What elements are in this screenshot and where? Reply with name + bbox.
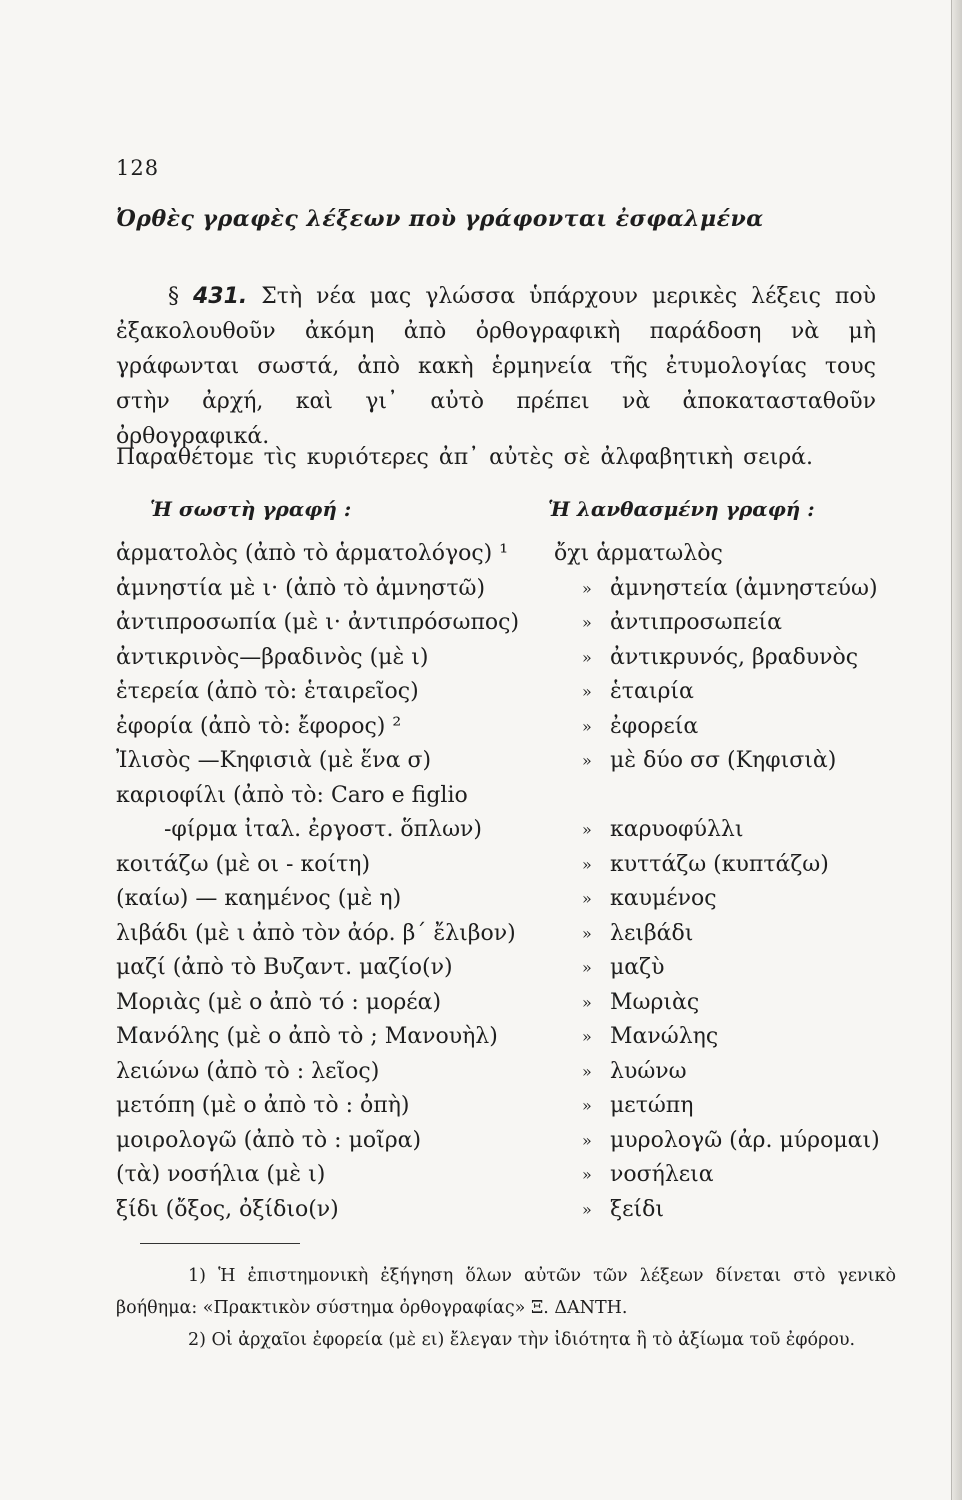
table-row bbox=[116, 675, 896, 710]
ditto-mark: » bbox=[582, 1165, 592, 1184]
correct-spelling: ἁρματολὸς (ἀπὸ τὸ ἁρματολόγος) ¹ bbox=[116, 541, 509, 566]
table-row bbox=[116, 848, 896, 883]
ditto-mark: » bbox=[582, 716, 592, 736]
page-number: 128 bbox=[116, 156, 160, 180]
correct-spelling: ἀντικρινὸς—βραδινὸς (μὲ ι) bbox=[116, 644, 429, 670]
table-row bbox=[116, 986, 896, 1021]
ditto-mark: » bbox=[582, 923, 592, 943]
column-header-wrong: Ἡ λανθασμένη γραφή : bbox=[548, 497, 815, 521]
wrong-spelling: λειβάδι bbox=[610, 920, 694, 946]
ditto-mark: » bbox=[582, 647, 592, 667]
correct-spelling: λιβάδι (μὲ ι ἀπὸ τὸν ἀόρ. β΄ ἔλιβον) bbox=[116, 920, 516, 946]
ditto-mark: » bbox=[582, 1061, 592, 1081]
table-row bbox=[116, 710, 896, 745]
footnote-text: 1) Ἡ ἐπιστημονικὴ ἐξήγηση ὅλων αὐτῶν τῶν λέξεων δίνεται στὸ γενικὸ βοήθημα: «Πρακτικὸν σύστημα ὀρθογραφίας» Ξ. ΔΑΝΤΗ. bbox=[116, 1266, 896, 1318]
correct-spelling: (καίω) — καημένος (μὲ η) bbox=[116, 886, 402, 911]
wrong-spelling: ἑταιρία bbox=[610, 679, 694, 704]
ditto-mark: » bbox=[582, 1027, 592, 1046]
wrong-spelling: λυώνω bbox=[610, 1058, 687, 1084]
wrong-spelling: ἐφορεία bbox=[610, 713, 699, 739]
ditto-mark: » bbox=[582, 578, 592, 598]
correct-spelling: Μανόλης (μὲ ο ἀπὸ τὸ ; Μανουὴλ) bbox=[116, 1024, 498, 1049]
ditto-mark: » bbox=[582, 958, 592, 977]
table-row bbox=[116, 779, 896, 814]
table-row bbox=[116, 572, 896, 607]
footnotes bbox=[116, 1260, 896, 1356]
ditto-mark: » bbox=[582, 682, 592, 701]
table-row bbox=[116, 641, 896, 676]
table-row bbox=[116, 1020, 896, 1055]
correct-spelling: Ἰλισὸς —Κηφισιὰ (μὲ ἕνα σ) bbox=[116, 748, 432, 773]
wrong-spelling: μετώπη bbox=[610, 1093, 694, 1118]
wrong-spelling: ἀμνηστεία (ἀμνηστεύω) bbox=[610, 575, 878, 601]
ditto-mark: » bbox=[582, 1130, 592, 1150]
intro-text: Στὴ νέα μας γλώσσα ὑπάρχουν μερικὲς λέξεις ποὺ ἐξακολουθοῦν ἀκόμη ἀπὸ ὀρθογραφικὴ παράδοση νὰ μὴ γράφωνται σωστά, ἀπὸ κακὴ ἑρμηνεία τῆς ἐτυμολογίας τους στὴν ἀρχή, καὶ γι᾿ αὐτὸ πρέπει νὰ ἀποκατασταθοῦν ὀρθογραφικά. bbox=[116, 284, 876, 449]
table-row bbox=[116, 1193, 896, 1228]
correct-spelling: καριοφίλι (ἀπὸ τὸ: Caro e figlio bbox=[116, 782, 468, 808]
footnote-1 bbox=[116, 1260, 896, 1324]
table-row bbox=[116, 951, 896, 986]
ditto-mark: » bbox=[582, 1199, 592, 1219]
footnote-text: 2) Οἱ ἀρχαῖοι ἐφορεία (μὲ ει) ἔλεγαν τὴν ἰδιότητα ἢ τὸ ἀξίωμα τοῦ ἐφόρου. bbox=[188, 1330, 856, 1350]
ditto-mark: » bbox=[582, 889, 592, 908]
section-sign: § bbox=[168, 284, 179, 309]
correct-spelling: μαζί (ἀπὸ τὸ Βυζαντ. μαζίο(ν) bbox=[116, 955, 453, 980]
lead-sentence: Παραθέτομε τὶς κυριότερες ἀπ᾿ αὐτὲς σὲ ἀλφαβητικὴ σειρά. bbox=[116, 445, 813, 470]
ditto-mark: » bbox=[582, 751, 592, 770]
correct-spelling: ξίδι (ὄξος, ὀξίδιο(ν) bbox=[116, 1196, 339, 1222]
wrong-spelling: μυρολογῶ (ἀρ. μύρομαι) bbox=[610, 1127, 880, 1153]
wrong-spelling: Μανώλης bbox=[610, 1024, 719, 1049]
wrong-spelling: καρυοφύλλι bbox=[610, 817, 744, 842]
ditto-mark: » bbox=[582, 613, 592, 632]
table-row bbox=[116, 1158, 896, 1193]
table-row bbox=[116, 537, 896, 572]
footnote-divider bbox=[140, 1243, 300, 1244]
wrong-spelling: ἀντικρυνός, βραδυνὸς bbox=[610, 644, 859, 670]
table-row bbox=[116, 813, 896, 848]
correct-spelling: λειώνω (ἀπὸ τὸ : λεῖος) bbox=[116, 1058, 380, 1084]
wrong-spelling: καυμένος bbox=[610, 886, 717, 911]
correct-spelling: ἀμνηστία μὲ ι· (ἀπὸ τὸ ἀμνηστῶ) bbox=[116, 575, 486, 601]
correct-spelling: Μοριὰς (μὲ ο ἀπὸ τό : μορέα) bbox=[116, 989, 442, 1015]
table-row bbox=[116, 917, 896, 952]
wrong-spelling: ξείδι bbox=[610, 1196, 665, 1222]
footnote-2 bbox=[116, 1324, 896, 1356]
table-row bbox=[116, 606, 896, 641]
wrong-spelling: Μωριὰς bbox=[610, 989, 700, 1015]
wrong-spelling: μαζὺ bbox=[610, 955, 665, 980]
correct-spelling: ἐφορία (ἀπὸ τὸ: ἔφορος) ² bbox=[116, 713, 402, 739]
ditto-mark: » bbox=[582, 820, 592, 839]
spelling-table bbox=[116, 537, 896, 1227]
wrong-spelling: μὲ δύο σσ (Κηφισιὰ) bbox=[610, 748, 837, 773]
table-row bbox=[116, 882, 896, 917]
wrong-spelling: νοσήλεια bbox=[610, 1162, 714, 1187]
correct-spelling: ἀντιπροσωπία (μὲ ι· ἀντιπρόσωπος) bbox=[116, 610, 520, 635]
table-row bbox=[116, 1089, 896, 1124]
section-number: 431. bbox=[192, 284, 248, 309]
table-row bbox=[116, 744, 896, 779]
ditto-mark: » bbox=[582, 854, 592, 874]
ditto-mark: » bbox=[582, 992, 592, 1012]
correct-spelling: (τὰ) νοσήλια (μὲ ι) bbox=[116, 1162, 326, 1187]
correct-spelling: -φίρμα ἰταλ. ἐργοστ. ὅπλων) bbox=[164, 817, 482, 842]
correct-spelling: ἑτερεία (ἀπὸ τὸ: ἑταιρεῖος) bbox=[116, 679, 419, 704]
correct-spelling: κοιτάζω (μὲ οι - κοίτη) bbox=[116, 851, 371, 877]
column-header-correct: Ἡ σωστὴ γραφή : bbox=[150, 497, 352, 521]
page-edge bbox=[951, 0, 962, 1500]
intro-paragraph bbox=[116, 279, 876, 454]
wrong-spelling: κυττάζω (κυπτάζω) bbox=[610, 851, 829, 877]
section-heading: Ὀρθὲς γραφὲς λέξεων ποὺ γράφονται ἐσφαλμένα bbox=[116, 206, 764, 232]
correct-spelling: μοιρολογῶ (ἀπὸ τὸ : μοῖρα) bbox=[116, 1127, 422, 1153]
wrong-spelling: ὄχι ἁρματωλὸς bbox=[554, 541, 723, 566]
ditto-mark: » bbox=[582, 1096, 592, 1115]
table-row bbox=[116, 1055, 896, 1090]
correct-spelling: μετόπη (μὲ ο ἀπὸ τὸ : ὀπὴ) bbox=[116, 1093, 410, 1118]
table-row bbox=[116, 1124, 896, 1159]
wrong-spelling: ἀντιπροσωπεία bbox=[610, 610, 782, 635]
